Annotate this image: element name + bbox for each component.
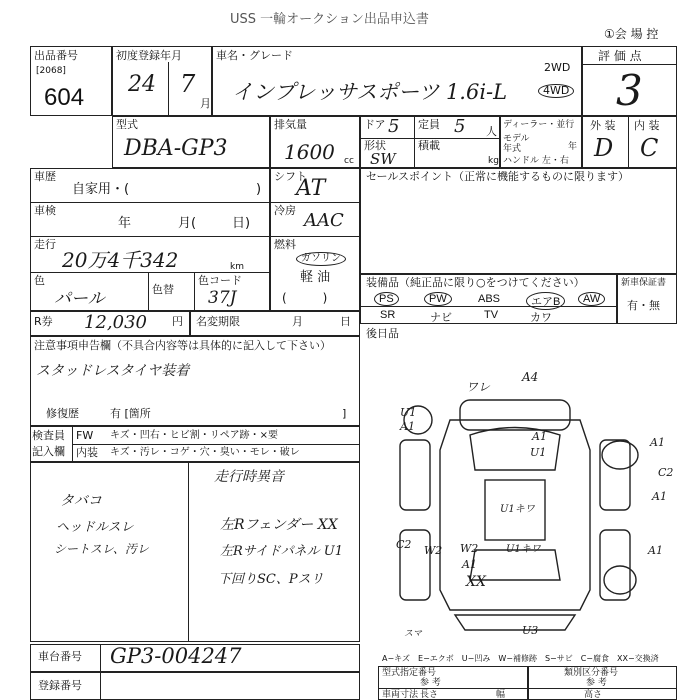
- mark-18: U1: [400, 406, 417, 419]
- name-change-label: 名変期限: [196, 315, 240, 328]
- mark-12: C2: [396, 538, 412, 551]
- mark-5: U1: [530, 446, 547, 459]
- name-change-day: 日: [340, 315, 351, 328]
- car-damage-diagram: [390, 380, 680, 640]
- score-label: 評 価 点: [598, 49, 642, 63]
- chassis-value: GP3-004247: [110, 644, 242, 668]
- equip-airbag: エアB: [526, 292, 565, 310]
- inspector-note-3: 左Rサイドパネル U1: [220, 544, 343, 559]
- mark-6: A1: [650, 436, 665, 449]
- equip-pw: PW: [424, 292, 452, 306]
- first-reg-month: 7: [180, 70, 196, 98]
- exterior-label: 外 装: [590, 119, 616, 132]
- inspector-note-1: 走行時異音: [214, 469, 284, 485]
- shift-label: シフト: [274, 170, 307, 183]
- model-year-label: モデル年式: [503, 134, 530, 154]
- notes-value: スタッドレスタイヤ装着: [36, 363, 190, 379]
- left-note-3: シートスレ、汚レ: [54, 542, 149, 556]
- exterior-value: D: [594, 134, 614, 162]
- doors-value: 5: [388, 116, 400, 137]
- handle-label: ハンドル 左・右: [503, 156, 569, 166]
- designation-ref: 参 考: [420, 678, 441, 688]
- mark-17: U3: [522, 624, 539, 637]
- mark-14: W2: [460, 542, 479, 555]
- inspector-note-2: 左Rフェンダー XX: [220, 517, 338, 533]
- cc-unit: cc: [344, 156, 354, 166]
- dims-height: 高さ: [584, 690, 603, 700]
- repair-close: ]: [342, 407, 347, 420]
- mark-11: U1キワ: [506, 544, 541, 555]
- first-reg-unit: 月: [200, 97, 211, 110]
- lot-small: [2068]: [36, 66, 66, 76]
- displacement-label: 排気量: [274, 118, 307, 131]
- lot-number: 604: [44, 84, 85, 111]
- shape-label: 形状: [364, 139, 386, 152]
- name-value: インプレッサスポーツ 1.6i-L: [232, 80, 508, 104]
- ac-label: 冷房: [274, 204, 296, 217]
- chassis-label: 車台番号: [38, 650, 82, 663]
- drive-2wd: 2WD: [544, 61, 571, 74]
- mileage-label: 走行: [34, 238, 56, 251]
- displacement-value: 1600: [284, 140, 335, 164]
- dims-width: 幅: [496, 690, 506, 700]
- load-label: 積載: [418, 139, 440, 152]
- equip-aw: AW: [578, 292, 605, 306]
- mark-15: A1: [462, 558, 477, 571]
- fuel-label: 燃料: [274, 238, 296, 251]
- year-unit: 年: [568, 142, 578, 152]
- equipment-title: 装備品（純正品に限り○をつけてください）: [366, 276, 585, 289]
- km-unit: km: [230, 262, 244, 272]
- inspection-month: 月(: [178, 216, 197, 231]
- inspector-label-2: 記入欄: [32, 445, 65, 458]
- mark-10: U1キワ: [500, 504, 535, 515]
- mark-4: A1: [532, 430, 547, 443]
- model-label: 型式: [116, 118, 138, 131]
- aftermarket-label: 後日品: [366, 327, 399, 340]
- recycle-label: R券: [34, 315, 53, 328]
- name-change-month: 月: [292, 315, 303, 328]
- mark-3: A1: [400, 420, 415, 433]
- color-code-value: 37J: [208, 288, 237, 308]
- first-reg-year: 24: [128, 72, 156, 97]
- capacity-label: 定員: [418, 118, 440, 131]
- equip-abs: ABS: [478, 293, 501, 305]
- inspector-interior-items: キズ・汚レ・コゲ・穴・臭い・モレ・破レ: [110, 447, 300, 458]
- venue-copy-label: ①会 場 控: [604, 27, 659, 41]
- repair-label: 修復歴: [46, 407, 79, 420]
- inspection-label: 車検: [34, 204, 56, 217]
- mark-2: A4: [522, 370, 539, 384]
- left-note-2: ヘッドルスレ: [56, 520, 134, 535]
- mark-19: スマ: [404, 629, 422, 639]
- warranty-value: 有・無: [627, 299, 660, 312]
- damage-legend: A−キズ E−エクボ U−凹み W−補修跡 S−サビ C−腐食 XX−交換済: [382, 654, 659, 663]
- fuel-gasoline: ガソリン: [296, 252, 346, 266]
- mark-1: ワレ: [466, 380, 491, 394]
- inspector-note-4: 下回りSC、Pスリ: [218, 572, 324, 587]
- score-value: 3: [616, 66, 643, 115]
- drive-4wd: 4WD: [538, 84, 574, 98]
- dealer-label: ディーラー・並行: [503, 120, 575, 130]
- category-ref: 参 考: [586, 678, 607, 688]
- dims-label: 車両寸法: [382, 690, 419, 700]
- color-value: パール: [54, 289, 105, 309]
- inspector-fw: FW: [76, 429, 94, 442]
- first-reg-label: 初度登録年月: [116, 49, 182, 62]
- person-unit: 人: [486, 125, 497, 138]
- registration-label: 登録番号: [38, 679, 82, 692]
- yen-unit: 円: [172, 315, 183, 328]
- sales-point-cell: [360, 168, 677, 274]
- warranty-label: 新車保証書: [621, 278, 667, 288]
- sales-point-title: セールスポイント（正常に機能するものに限ります）: [366, 170, 630, 183]
- mark-16: XX: [466, 574, 486, 590]
- history-value: 自家用・(: [72, 182, 130, 197]
- equip-ps: PS: [374, 292, 399, 306]
- history-label: 車歴: [34, 170, 56, 183]
- equip-navi: ナビ: [430, 312, 452, 324]
- dims-length: 長さ: [420, 690, 439, 700]
- kg-unit: kg: [488, 156, 499, 166]
- name-label: 車名・グレード: [216, 49, 293, 62]
- shape-value: SW: [370, 150, 396, 168]
- ac-value: AAC: [304, 210, 344, 231]
- form-title: USS 一輪オークション出品申込書: [230, 12, 429, 27]
- fuel-paren: ( ): [282, 291, 328, 305]
- mark-9: A1: [648, 544, 663, 557]
- color-label: 色: [34, 274, 45, 287]
- inspector-label-1: 検査員: [32, 429, 65, 442]
- fuel-diesel: 軽 油: [300, 270, 331, 285]
- inspection-day: 日): [232, 216, 251, 231]
- interior-value: C: [640, 134, 659, 162]
- model-value: DBA-GP3: [124, 136, 228, 161]
- mileage-value: 20万4千342: [62, 248, 179, 272]
- shift-value: AT: [296, 176, 326, 201]
- color-change-label: 色替: [152, 283, 174, 296]
- notes-title: 注意事項申告欄（不具合内容等は具体的に記入して下さい）: [34, 339, 331, 352]
- history-close: ): [256, 182, 262, 197]
- lot-label: 出品番号: [34, 49, 78, 62]
- equip-sr: SR: [380, 309, 396, 321]
- capacity-value: 5: [454, 116, 466, 137]
- interior-label: 内 装: [634, 119, 660, 132]
- inspector-fw-items: キズ・凹右・ヒビ割・リペア跡・×要: [110, 430, 278, 441]
- mark-13: W2: [424, 544, 443, 557]
- equip-tv: TV: [484, 309, 499, 321]
- recycle-value: 12,030: [84, 312, 147, 333]
- doors-label: ドア: [364, 118, 386, 131]
- inspector-interior: 内装: [76, 446, 98, 459]
- inspection-year: 年: [118, 216, 132, 231]
- left-note-1: タバコ: [60, 493, 102, 509]
- designation-label: 型式指定番号: [382, 668, 437, 678]
- mark-7: A1: [652, 490, 667, 503]
- repair-value: 有 [箇所: [110, 407, 151, 420]
- category-label: 類別区分番号: [564, 668, 619, 678]
- mark-8: C2: [658, 466, 674, 479]
- color-code-label: 色コード: [198, 274, 242, 287]
- equip-leather: カワ: [530, 312, 552, 324]
